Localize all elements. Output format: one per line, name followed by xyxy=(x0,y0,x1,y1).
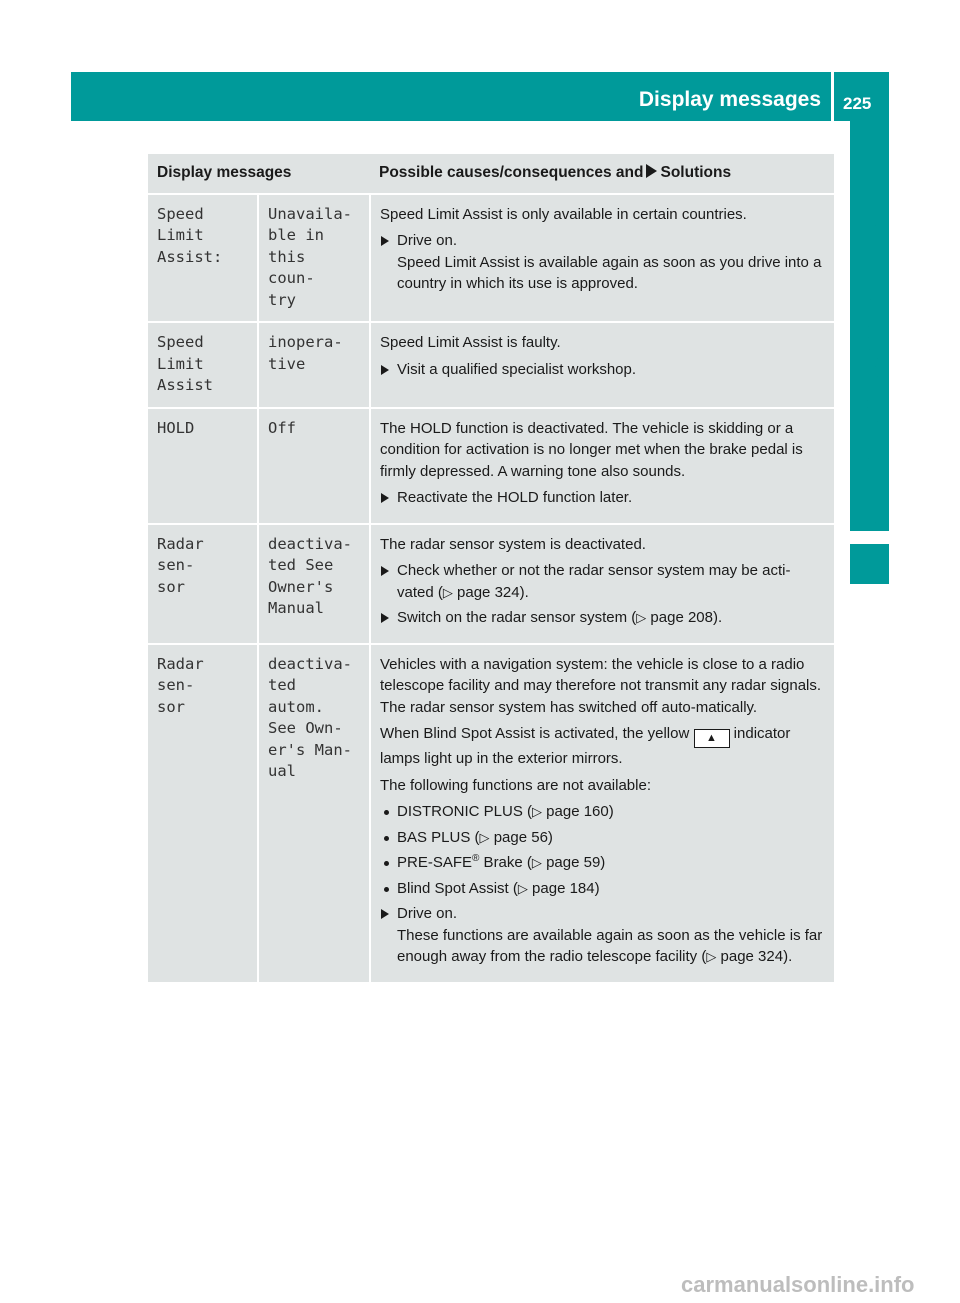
step-text-end: page 324). xyxy=(452,583,529,601)
cause-text: Speed Limit Assist is only available in certain countries. xyxy=(380,205,747,223)
step-arrow-icon xyxy=(381,566,389,576)
list-item xyxy=(380,827,826,849)
page-ref-icon: ▷ xyxy=(517,880,528,896)
cause-text: The HOLD function is deactivated. The vehicle is skidding or a condition for activation is no longer met when the brake pedal is firmly depressed. A warning tone also sounds. xyxy=(380,419,803,480)
solution-step xyxy=(380,560,826,603)
table-row xyxy=(148,194,834,323)
solution-cell xyxy=(370,194,834,323)
step-text: Drive on. xyxy=(397,905,458,922)
bullet-icon xyxy=(384,836,389,841)
column-header-causes xyxy=(370,154,834,194)
side-tab-marker xyxy=(850,544,889,584)
table-row xyxy=(148,524,834,644)
display-message-part1: Radar sen‐ sor xyxy=(148,524,258,644)
solution-cell xyxy=(370,644,834,983)
step-detail: Speed Limit Assist is available again as soon as you drive into a country in which its use is approved. xyxy=(397,253,822,292)
solution-step xyxy=(380,903,826,968)
page-number: 225 xyxy=(843,94,872,113)
bullet-text: Blind Spot Assist ( xyxy=(397,879,518,897)
solution-cell xyxy=(370,322,834,408)
display-message-part2: Unavaila‐ ble in this coun‐ try xyxy=(258,194,370,323)
step-text: Check whether or not the radar sensor system may be acti-vated ( xyxy=(397,562,791,601)
page-ref-icon: ▷ xyxy=(636,610,647,625)
page-ref-icon: ▷ xyxy=(706,949,717,964)
header-divider xyxy=(831,72,834,121)
solution-step xyxy=(380,487,826,509)
blind-spot-indicator-icon: ▲ xyxy=(694,729,730,748)
page-ref-icon: ▷ xyxy=(442,584,453,600)
bullet-text-mid: Brake ( xyxy=(479,854,532,871)
page-ref-icon: ▷ xyxy=(479,829,490,845)
indicator-text-start: When Blind Spot Assist is activated, the yellow xyxy=(380,725,690,742)
step-arrow-icon xyxy=(381,236,389,246)
step-text: Switch on the radar sensor system ( xyxy=(397,609,637,626)
arrow-icon xyxy=(646,164,657,178)
step-arrow-icon xyxy=(381,365,389,375)
display-message-part2: Off xyxy=(258,408,370,524)
solution-step xyxy=(380,359,826,381)
column-header-solutions: Solutions xyxy=(660,164,732,181)
column-header-display: Display messages xyxy=(148,154,370,194)
step-text: Visit a qualified specialist workshop. xyxy=(397,360,637,378)
page-title: Display messages xyxy=(638,88,821,111)
solution-cell xyxy=(370,408,834,524)
bullet-text-end: page 59) xyxy=(541,854,606,871)
bullet-text-end: page 184) xyxy=(527,879,600,897)
display-message-part2: inopera‐ tive xyxy=(258,322,370,408)
list-item xyxy=(380,878,826,900)
cause-text: Vehicles with a navigation system: the vehicle is close to a radio telescope facility and may therefore not transmit any radar signals. The radar sensor system has switched off auto-matically. xyxy=(380,655,822,716)
solution-step xyxy=(380,230,826,295)
bullet-text: PRE-SAFE xyxy=(397,854,473,871)
bullet-text-end: page 160) xyxy=(542,803,614,820)
page-ref-icon: ▷ xyxy=(532,804,543,819)
solution-cell xyxy=(370,524,834,644)
step-detail-end: page 324). xyxy=(716,948,793,965)
step-arrow-icon xyxy=(381,613,389,623)
display-messages-table xyxy=(148,154,834,984)
display-message-part1: Speed Limit Assist xyxy=(148,322,258,408)
section-label: On-board computer and displays xyxy=(860,200,883,530)
watermark: carmanualsonline.info xyxy=(681,1272,915,1297)
bullet-text-end: page 56) xyxy=(489,828,553,846)
registered-mark: ® xyxy=(472,853,480,864)
list-item xyxy=(380,852,826,874)
bullet-icon xyxy=(384,861,389,866)
page-ref-icon: ▷ xyxy=(531,855,542,870)
step-arrow-icon xyxy=(381,493,389,503)
display-message-part2: deactiva‐ ted See Owner's Manual xyxy=(258,524,370,644)
table-row xyxy=(148,408,834,524)
table-header-row xyxy=(148,154,834,194)
unavailable-heading: The following functions are not available: xyxy=(380,776,651,794)
list-item xyxy=(380,801,826,823)
bullet-icon xyxy=(384,887,389,892)
header-bar xyxy=(71,72,889,121)
column-header-causes-text: Possible causes/consequences and xyxy=(379,164,644,181)
cause-text: Speed Limit Assist is faulty. xyxy=(380,334,561,351)
indicator-text-end: indicator lamps light up in the exterior mirrors. xyxy=(380,725,791,767)
step-detail xyxy=(397,925,826,968)
display-message-part1: Speed Limit Assist: xyxy=(148,194,258,323)
display-message-part1: HOLD xyxy=(148,408,258,524)
step-text-end: page 208). xyxy=(646,609,723,626)
bullet-icon xyxy=(384,810,389,815)
display-message-part2: deactiva‐ ted autom. See Own‐ er's Man‐ ual xyxy=(258,644,370,983)
table-row xyxy=(148,322,834,408)
step-arrow-icon xyxy=(381,909,389,919)
display-message-part1: Radar sen‐ sor xyxy=(148,644,258,983)
step-detail-text: These functions are available again as soon as the vehicle is far enough away from the radio telescope facility ( xyxy=(397,926,823,965)
step-text: Drive on. xyxy=(397,232,458,249)
step-text: Reactivate the HOLD function later. xyxy=(397,489,633,506)
indicator-text xyxy=(380,723,826,770)
solution-step xyxy=(380,607,826,629)
table-row xyxy=(148,644,834,983)
cause-text: The radar sensor system is deactivated. xyxy=(380,535,646,553)
bullet-text: DISTRONIC PLUS ( xyxy=(397,803,533,820)
bullet-text: BAS PLUS ( xyxy=(397,828,480,846)
